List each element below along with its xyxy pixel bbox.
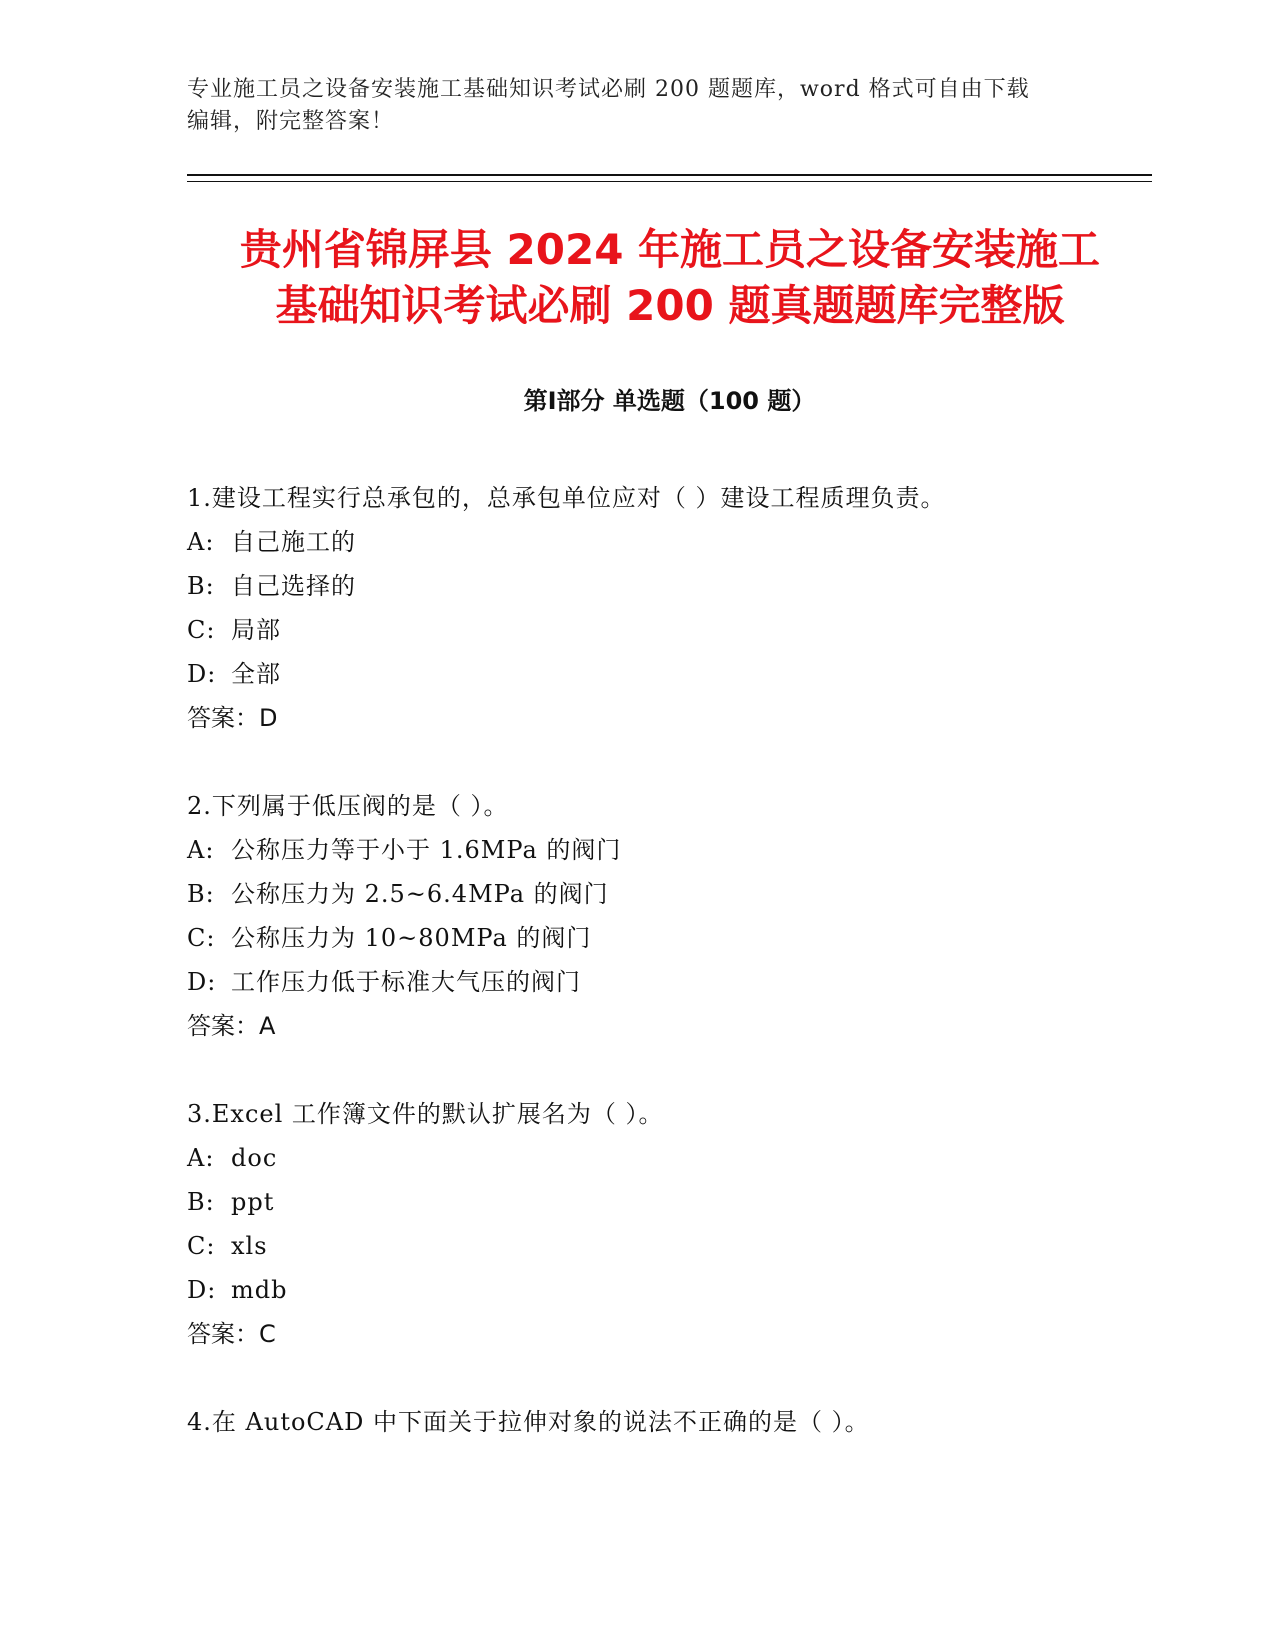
option-c: [187, 1224, 1152, 1268]
option-c: [187, 916, 1152, 960]
option-letter: D:: [187, 660, 217, 688]
option-b: [187, 872, 1152, 916]
option-text: 公称压力为 2.5~6.4MPa 的阀门: [231, 880, 609, 908]
option-a: [187, 1136, 1152, 1180]
answer-line: [187, 1312, 1152, 1356]
section-heading: 第Ⅰ部分 单选题（100 题）: [523, 387, 816, 415]
option-text: 全部: [231, 660, 281, 688]
answer-value: C: [259, 1320, 276, 1348]
option-letter: C:: [187, 924, 216, 952]
question-list: [187, 476, 1152, 1488]
option-letter: B:: [187, 1188, 215, 1216]
option-letter: C:: [187, 1232, 216, 1260]
option-b: [187, 1180, 1152, 1224]
option-letter: D:: [187, 968, 217, 996]
answer-line: [187, 696, 1152, 740]
option-letter: A:: [187, 1144, 215, 1172]
option-a: [187, 828, 1152, 872]
header-rule-thick: [187, 174, 1152, 176]
question-item: [187, 784, 1152, 1048]
option-letter: B:: [187, 572, 215, 600]
question-stem: 2.下列属于低压阀的是（ ）。: [187, 792, 509, 820]
option-text: mdb: [231, 1276, 288, 1304]
document-title-line-2: 基础知识考试必刷 200 题真题题库完整版: [275, 281, 1065, 330]
question-stem: 4.在 AutoCAD 中下面关于拉伸对象的说法不正确的是（ ）。: [187, 1408, 870, 1436]
header-note-line-2: 编辑，附完整答案！: [187, 109, 395, 134]
question-item: [187, 476, 1152, 740]
document-title: [160, 222, 1180, 334]
option-text: ppt: [231, 1188, 275, 1216]
option-text: 公称压力为 10~80MPa 的阀门: [231, 924, 592, 952]
answer-value: D: [259, 704, 278, 732]
header-rule-thin: [187, 181, 1152, 182]
option-text: 局部: [231, 616, 281, 644]
option-text: 自己施工的: [231, 528, 356, 556]
option-letter: C:: [187, 616, 216, 644]
header-note-line-1: 专业施工员之设备安装施工基础知识考试必刷 200 题题库，word 格式可自由下载: [187, 77, 1030, 102]
option-text: 公称压力等于小于 1.6MPa 的阀门: [231, 836, 622, 864]
option-d: [187, 1268, 1152, 1312]
option-letter: D:: [187, 1276, 217, 1304]
option-b: [187, 564, 1152, 608]
question-item: [187, 1400, 1152, 1444]
question-stem: 1.建设工程实行总承包的，总承包单位应对（ ）建设工程质理负责。: [187, 484, 946, 512]
document-title-line-1: 贵州省锦屏县 2024 年施工员之设备安装施工: [239, 225, 1101, 274]
option-letter: A:: [187, 528, 215, 556]
option-letter: A:: [187, 836, 215, 864]
option-c: [187, 608, 1152, 652]
answer-value: A: [259, 1012, 276, 1040]
option-text: 工作压力低于标准大气压的阀门: [231, 968, 581, 996]
answer-label: 答案：: [187, 1320, 259, 1348]
option-text: xls: [231, 1232, 268, 1260]
option-d: [187, 960, 1152, 1004]
answer-label: 答案：: [187, 704, 259, 732]
answer-line: [187, 1004, 1152, 1048]
option-text: 自己选择的: [231, 572, 356, 600]
option-a: [187, 520, 1152, 564]
header-note: [187, 74, 1087, 138]
answer-label: 答案：: [187, 1012, 259, 1040]
option-text: doc: [231, 1144, 278, 1172]
question-item: [187, 1092, 1152, 1356]
option-d: [187, 652, 1152, 696]
question-stem: 3.Excel 工作簿文件的默认扩展名为（ ）。: [187, 1100, 664, 1128]
option-letter: B:: [187, 880, 215, 908]
